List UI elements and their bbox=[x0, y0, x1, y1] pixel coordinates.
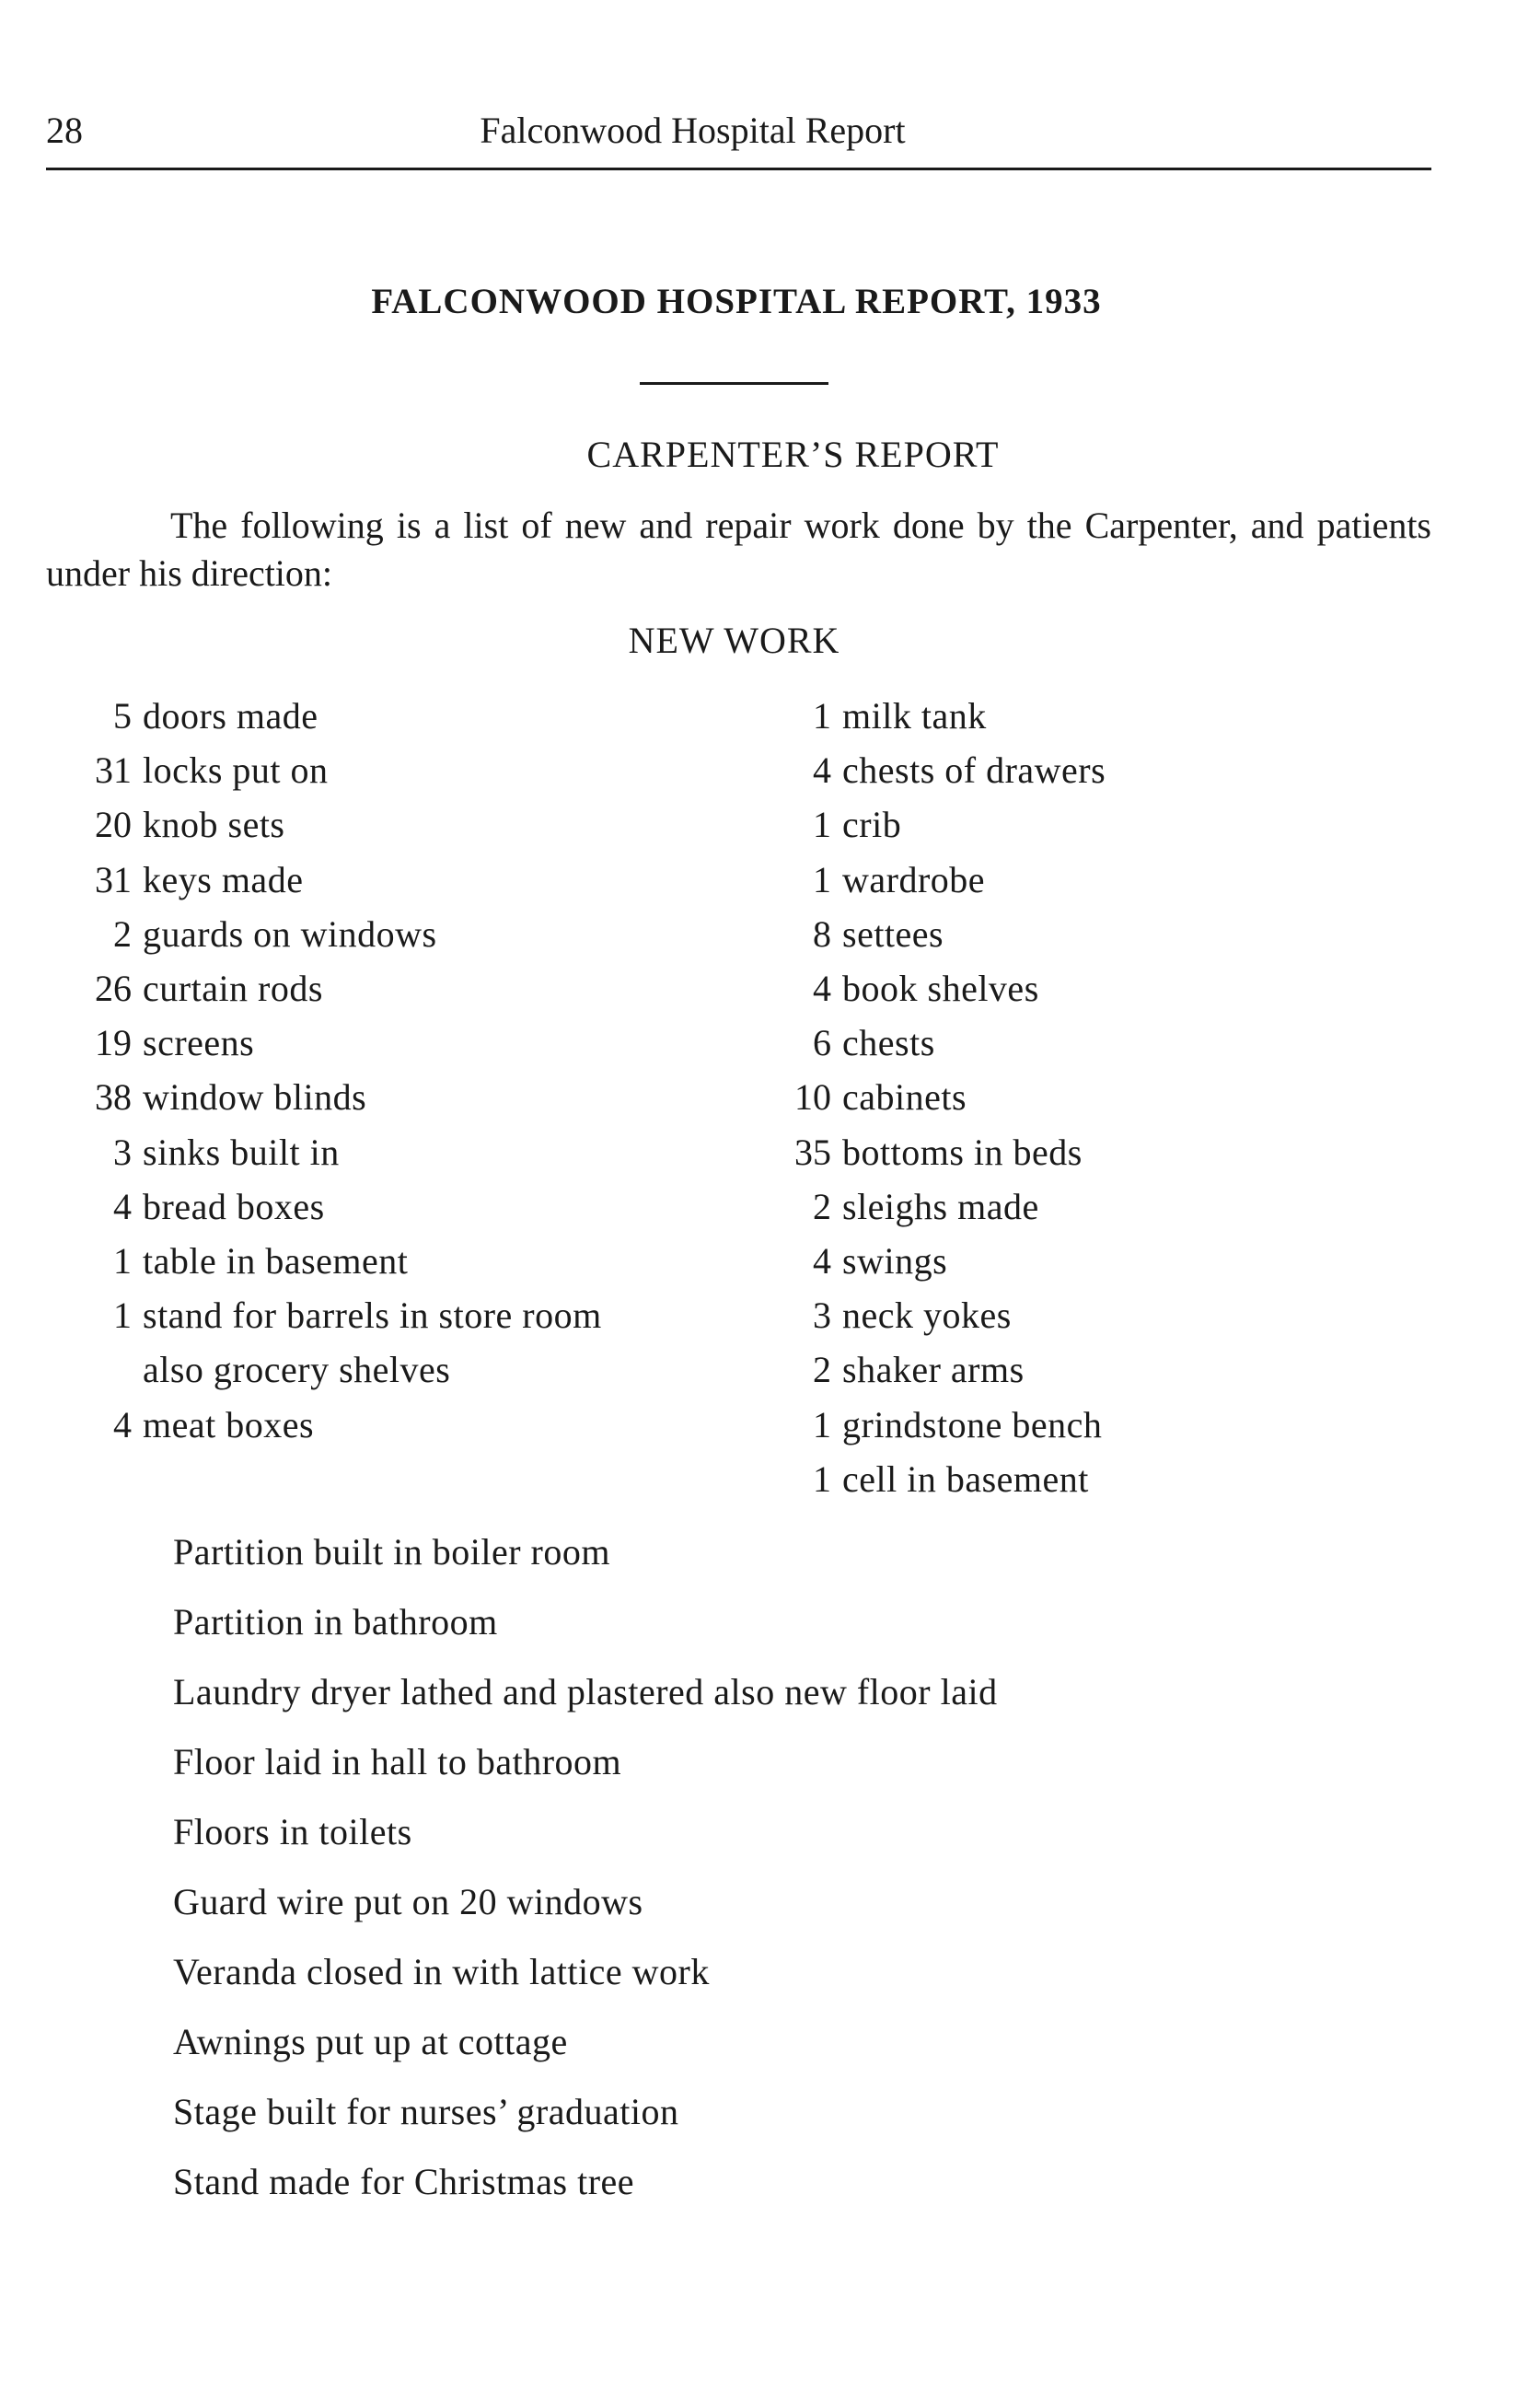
item-description: guards on windows bbox=[143, 912, 437, 955]
item-quantity: 4 bbox=[813, 968, 831, 1010]
header-rule bbox=[46, 168, 1431, 170]
item-description: window blinds bbox=[143, 1076, 367, 1119]
item-quantity: 5 bbox=[113, 695, 132, 737]
item-quantity: 10 bbox=[794, 1076, 831, 1119]
other-work-item: Floors in toilets bbox=[173, 1811, 412, 1852]
list-item bbox=[755, 1125, 1399, 1179]
item-description: doors made bbox=[143, 695, 318, 737]
item-quantity: 1 bbox=[813, 804, 831, 846]
list-item bbox=[755, 1398, 1399, 1452]
item-description: book shelves bbox=[842, 968, 1039, 1010]
list-item bbox=[55, 1398, 718, 1452]
item-quantity: 1 bbox=[813, 1457, 831, 1500]
list-item bbox=[55, 853, 718, 907]
other-work-item: Veranda closed in with lattice work bbox=[173, 1951, 710, 1992]
other-work-item: Guard wire put on 20 windows bbox=[173, 1881, 643, 1922]
list-item bbox=[55, 1016, 718, 1070]
item-quantity: 35 bbox=[794, 1131, 831, 1173]
item-quantity: 8 bbox=[813, 912, 831, 955]
list-item bbox=[755, 907, 1399, 961]
item-description: table in basement bbox=[143, 1240, 409, 1283]
item-description: crib bbox=[842, 804, 902, 846]
item-description: settees bbox=[842, 912, 944, 955]
item-description: swings bbox=[842, 1240, 948, 1283]
list-item bbox=[55, 1125, 718, 1179]
item-description: grindstone bench bbox=[842, 1403, 1103, 1445]
list-item bbox=[755, 689, 1399, 743]
title-rule bbox=[640, 382, 828, 385]
list-item bbox=[55, 961, 718, 1016]
list-item bbox=[755, 1288, 1399, 1342]
item-description: knob sets bbox=[143, 804, 285, 846]
other-work-item: Partition built in boiler room bbox=[173, 1531, 610, 1573]
item-description: neck yokes bbox=[842, 1294, 1012, 1337]
item-description: bread boxes bbox=[143, 1185, 325, 1227]
list-item bbox=[755, 1234, 1399, 1288]
item-description: cabinets bbox=[842, 1076, 967, 1119]
other-work-item: Awnings put up at cottage bbox=[173, 2021, 568, 2062]
report-title: FALCONWOOD HOSPITAL REPORT, 1933 bbox=[371, 282, 1102, 321]
item-quantity: 4 bbox=[813, 1240, 831, 1283]
running-header bbox=[46, 109, 1431, 164]
list-item bbox=[755, 1452, 1399, 1506]
item-description: locks put on bbox=[143, 749, 329, 792]
other-work-item: Laundry dryer lathed and plastered also new floor laid bbox=[173, 1671, 998, 1712]
list-item bbox=[755, 1179, 1399, 1234]
other-work-item: Floor laid in hall to bathroom bbox=[173, 1741, 622, 1782]
new-work-heading: NEW WORK bbox=[628, 620, 840, 661]
item-quantity: 4 bbox=[813, 749, 831, 792]
item-quantity: 31 bbox=[95, 749, 132, 792]
page-number: 28 bbox=[46, 110, 83, 151]
other-work-item: Stage built for nurses’ graduation bbox=[173, 2091, 679, 2132]
item-quantity: 6 bbox=[813, 1022, 831, 1064]
item-description: sinks built in bbox=[143, 1131, 340, 1173]
item-description: shaker arms bbox=[842, 1349, 1025, 1391]
item-quantity: 2 bbox=[813, 1185, 831, 1227]
section-heading: CARPENTER’S REPORT bbox=[586, 434, 1000, 475]
item-quantity: 3 bbox=[113, 1131, 132, 1173]
item-description: keys made bbox=[143, 858, 304, 900]
item-quantity: 2 bbox=[813, 1349, 831, 1391]
item-quantity: 1 bbox=[813, 1403, 831, 1445]
intro-paragraph: The following is a list of new and repair work done by the Carpenter, and patients under his direction: bbox=[46, 505, 1431, 594]
item-quantity: 19 bbox=[95, 1022, 132, 1064]
list-item bbox=[755, 1342, 1399, 1397]
item-quantity: 1 bbox=[113, 1240, 132, 1283]
item-quantity: 4 bbox=[113, 1403, 132, 1445]
list-item bbox=[755, 961, 1399, 1016]
right-item-list bbox=[755, 689, 1399, 1506]
list-item bbox=[55, 1234, 718, 1288]
item-description: sleighs made bbox=[842, 1185, 1039, 1227]
item-quantity: 38 bbox=[95, 1076, 132, 1119]
item-description: curtain rods bbox=[143, 968, 323, 1010]
list-item bbox=[55, 1179, 718, 1234]
item-description: wardrobe bbox=[842, 858, 986, 900]
list-item bbox=[55, 743, 718, 797]
item-quantity: 26 bbox=[95, 968, 132, 1010]
list-item bbox=[755, 797, 1399, 852]
list-item bbox=[755, 853, 1399, 907]
item-quantity: 1 bbox=[813, 858, 831, 900]
item-quantity: 1 bbox=[113, 1294, 132, 1337]
item-description: bottoms in beds bbox=[842, 1131, 1083, 1173]
item-description: stand for barrels in store room also grocery shelves bbox=[143, 1294, 602, 1391]
list-item bbox=[55, 797, 718, 852]
list-item bbox=[55, 1070, 718, 1124]
list-item bbox=[55, 1288, 718, 1397]
other-work-item: Partition in bathroom bbox=[173, 1601, 498, 1643]
item-quantity: 3 bbox=[813, 1294, 831, 1337]
left-item-list bbox=[55, 689, 718, 1452]
item-description: meat boxes bbox=[143, 1403, 315, 1445]
list-item bbox=[755, 743, 1399, 797]
list-item bbox=[755, 1070, 1399, 1124]
item-quantity: 1 bbox=[813, 695, 831, 737]
item-quantity: 2 bbox=[113, 912, 132, 955]
item-description: chests bbox=[842, 1022, 935, 1064]
item-quantity: 31 bbox=[95, 858, 132, 900]
other-work-list bbox=[173, 1517, 1425, 2217]
item-description: milk tank bbox=[842, 695, 987, 737]
item-quantity: 4 bbox=[113, 1185, 132, 1227]
item-quantity: 20 bbox=[95, 804, 132, 846]
other-work-item: Stand made for Christmas tree bbox=[173, 2161, 635, 2202]
list-item bbox=[55, 689, 718, 743]
item-description: cell in basement bbox=[842, 1457, 1089, 1500]
item-description: chests of drawers bbox=[842, 749, 1106, 792]
list-item bbox=[755, 1016, 1399, 1070]
running-title: Falconwood Hospital Report bbox=[480, 110, 906, 151]
item-description: screens bbox=[143, 1022, 255, 1064]
list-item bbox=[55, 907, 718, 961]
